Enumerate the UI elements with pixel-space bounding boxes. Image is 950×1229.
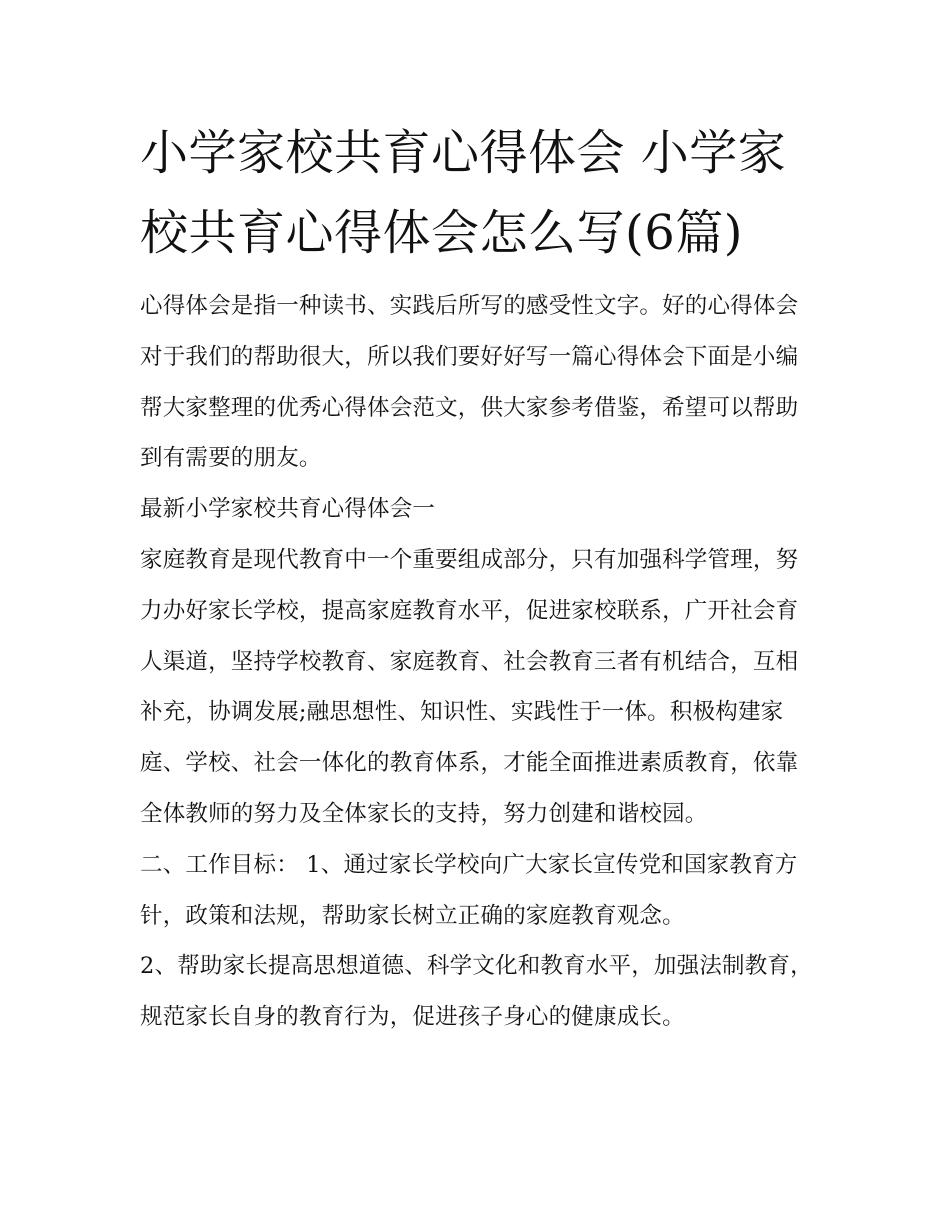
section-heading: 最新小学家校共育心得体会一: [140, 496, 436, 523]
document-title: 小学家校共育心得体会 小学家校共育心得体会怎么写(6篇): [140, 125, 787, 261]
document-body: [140, 281, 820, 1043]
body-paragraph: 家庭教育是现代教育中一个重要组成部分，只有加强科学管理，努力办好家长学校，提高家庭教育水平，促进家校联系，广开社会育人渠道，坚持学校教育、家庭教育、社会教育三者有机结合，互相补充，协调发展;融思想性、知识性、实践性于一体。积极构建家庭、学校、社会一体化的教育体系，才能全面推进素质教育，依靠全体教师的努力及全体家长的支持，努力创建和谐校园。: [140, 546, 799, 827]
goals-item-paragraph: 2、帮助家长提高思想道德、科学文化和教育水平，加强法制教育，规范家长自身的教育行为，促进孩子身心的健康成长。: [140, 953, 813, 1031]
intro-paragraph: 心得体会是指一种读书、实践后所写的感受性文字。好的心得体会对于我们的帮助很大，所以我们要好好写一篇心得体会下面是小编帮大家整理的优秀心得体会范文，供大家参考借鉴，希望可以帮助到有需要的朋友。: [140, 293, 799, 472]
goals-paragraph: 二、工作目标： 1、通过家长学校向广大家长宣传党和国家教育方针，政策和法规，帮助家长树立正确的家庭教育观念。: [140, 851, 798, 929]
